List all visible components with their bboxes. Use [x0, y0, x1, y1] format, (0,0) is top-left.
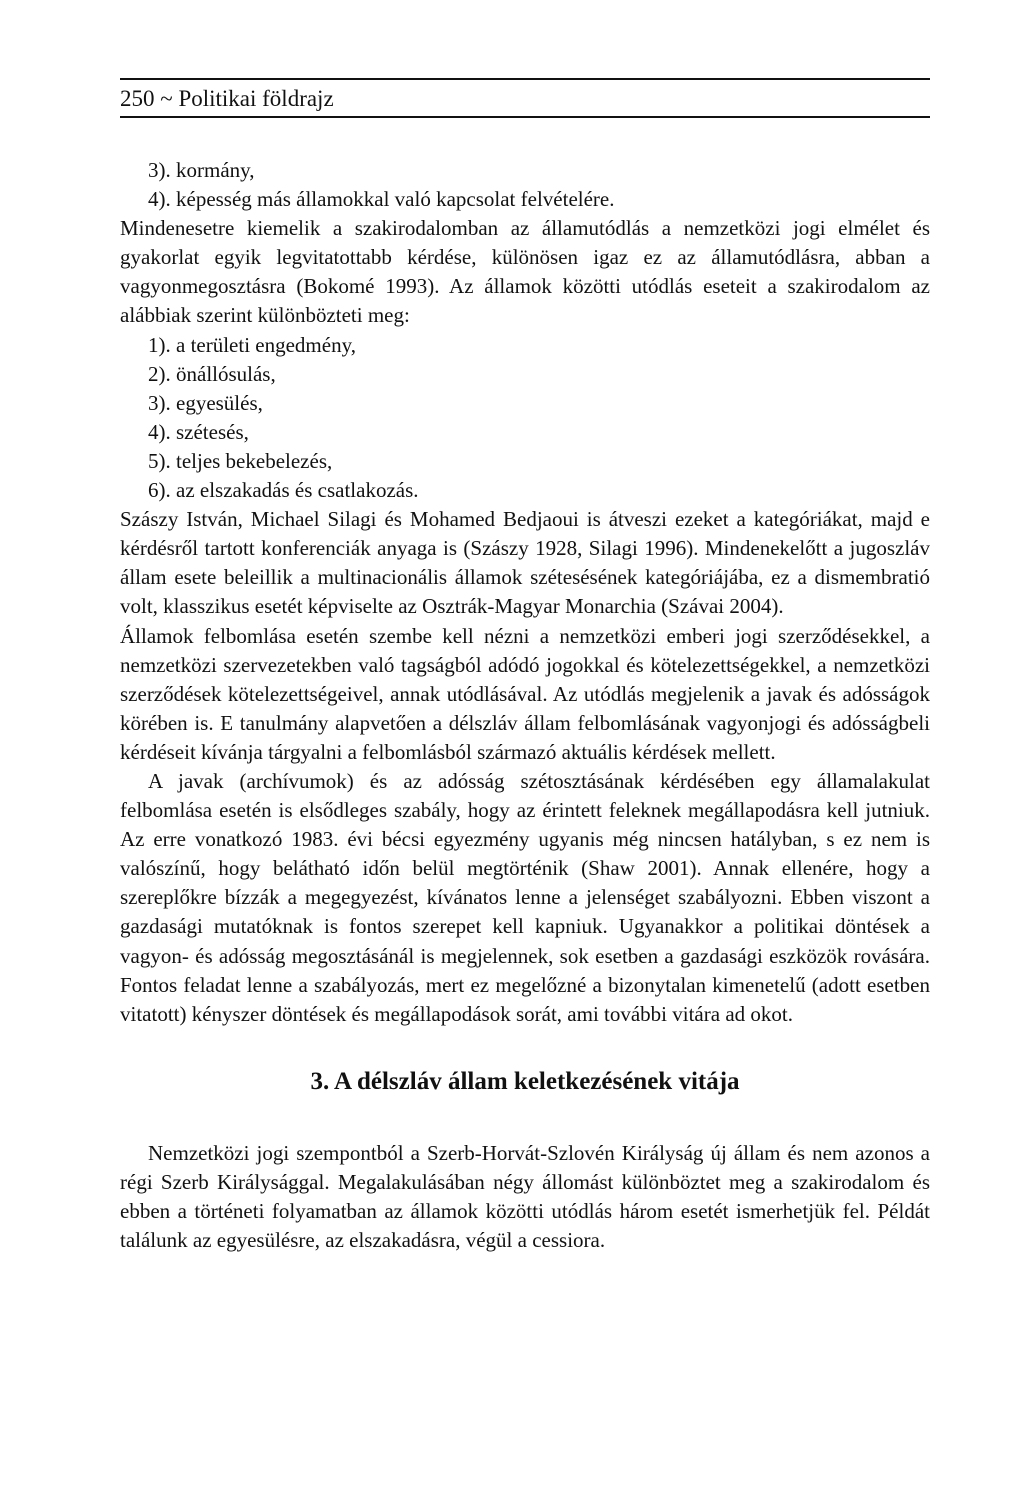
section-heading: 3. A délszláv állam keletkezésének vitája: [310, 1067, 740, 1095]
list-item: 4). képesség más államokkal való kapcsolat felvételére.: [148, 187, 615, 212]
paragraph: Nemzetközi jogi szempontból a Szerb-Horvát-Szlovén Királyság új állam és nem azonos a régi Szerb Királysággal. Megalakulásában négy állomást különböztet meg a szakirodalom és ebben a történeti folyamatban az államok közötti utódlás három esetét ismerhetjük fel. Példát találunk az egyesülésre, az elszakadásra, végül a cessiora.: [120, 1140, 930, 1253]
list-item: 5). teljes bekebelezés,: [148, 448, 333, 473]
paragraph: A javak (archívumok) és az adósság szétosztásának kérdésében egy államalakulat felbomlása esetén is elsődleges szabály, hogy az érintett feleknek megállapodásra kell jutniuk. Az erre vonatkozó 1983. évi bécsi egyezmény ugyanis még nincsen hatályban, s ez nem is valószínű, hogy belátható időn belül megtörténik (Shaw 2001). Annak ellenére, hogy a szereplőkre bízzák a megegyezést, kívánatos lenne a jelenséget szabályozni. Ebben viszont a gazdasági mutatóknak is fontos szerepet kell kapniuk. Ugyanakkor a politikai döntések a vagyon- és adósság megosztásánál is megjelennek, sok esetben a gazdasági eszközök rovására. Fontos feladat lenne a szabályozás, mert ez megelőzné a bizonytalan kimenetelű (adott esetben vitatott) kényszer döntések és megállapodások sorát, ami további vitára ad okot.: [120, 768, 930, 1026]
list-item: 3). kormány,: [148, 158, 255, 182]
paragraph: Szászy István, Michael Silagi és Mohamed Bedjaoui is átveszi ezeket a kategóriákat, majd e kérdésről tartott konferenciák anyaga is (Szászy 1928, Silagi 1996). Mindenekelőtt a jugoszláv állam esete beleillik a multinacionális államok szétesésének kategóriájába, ez a dismembratió volt, klasszikus esetét képviselte az Osztrák-Magyar Monarchia (Szávai 2004).: [120, 507, 930, 619]
list-item: 3). egyesülés,: [148, 390, 263, 415]
paragraph: Mindenesetre kiemelik a szakirodalomban az államutódlás a nemzetközi jogi elmélet és gyakorlat egyik legvitatottabb kérdése, különösen igaz ez az államutódlásra, abban a vagyonmegosztásra (Bokomé 1993). Az államok közötti utódlás eseteit a szakirodalom az alábbiak szerint különbözteti meg:: [120, 216, 930, 328]
paragraph: Államok felbomlása esetén szembe kell nézni a nemzetközi emberi jogi szerződésekkel, a nemzetközi szervezetekben való tagságból adódó jogokkal és kötelezettségekkel, a nemzetközi szerződések kötelezettségeivel, annak utódlásával. Az utódlás megjelenik a javak és adósságok körében is. E tanulmány alapvetően a délszláv állam felbomlásának vagyonjogi és adósságbeli kérdéseit kívánja tárgyalni a felbomlásból származó aktuális kérdések mellett.: [120, 623, 930, 764]
page-body: [120, 156, 930, 1255]
page: [120, 78, 930, 118]
list-item: 6). az elszakadás és csatlakozás.: [148, 478, 419, 503]
list-item: 4). szétesés,: [148, 419, 249, 444]
list-item: 1). a területi engedmény,: [148, 332, 356, 357]
header-text: 250 ~ Politikai földrajz: [120, 86, 334, 111]
running-header: [120, 78, 930, 118]
list-item: 2). önállósulás,: [148, 361, 276, 386]
